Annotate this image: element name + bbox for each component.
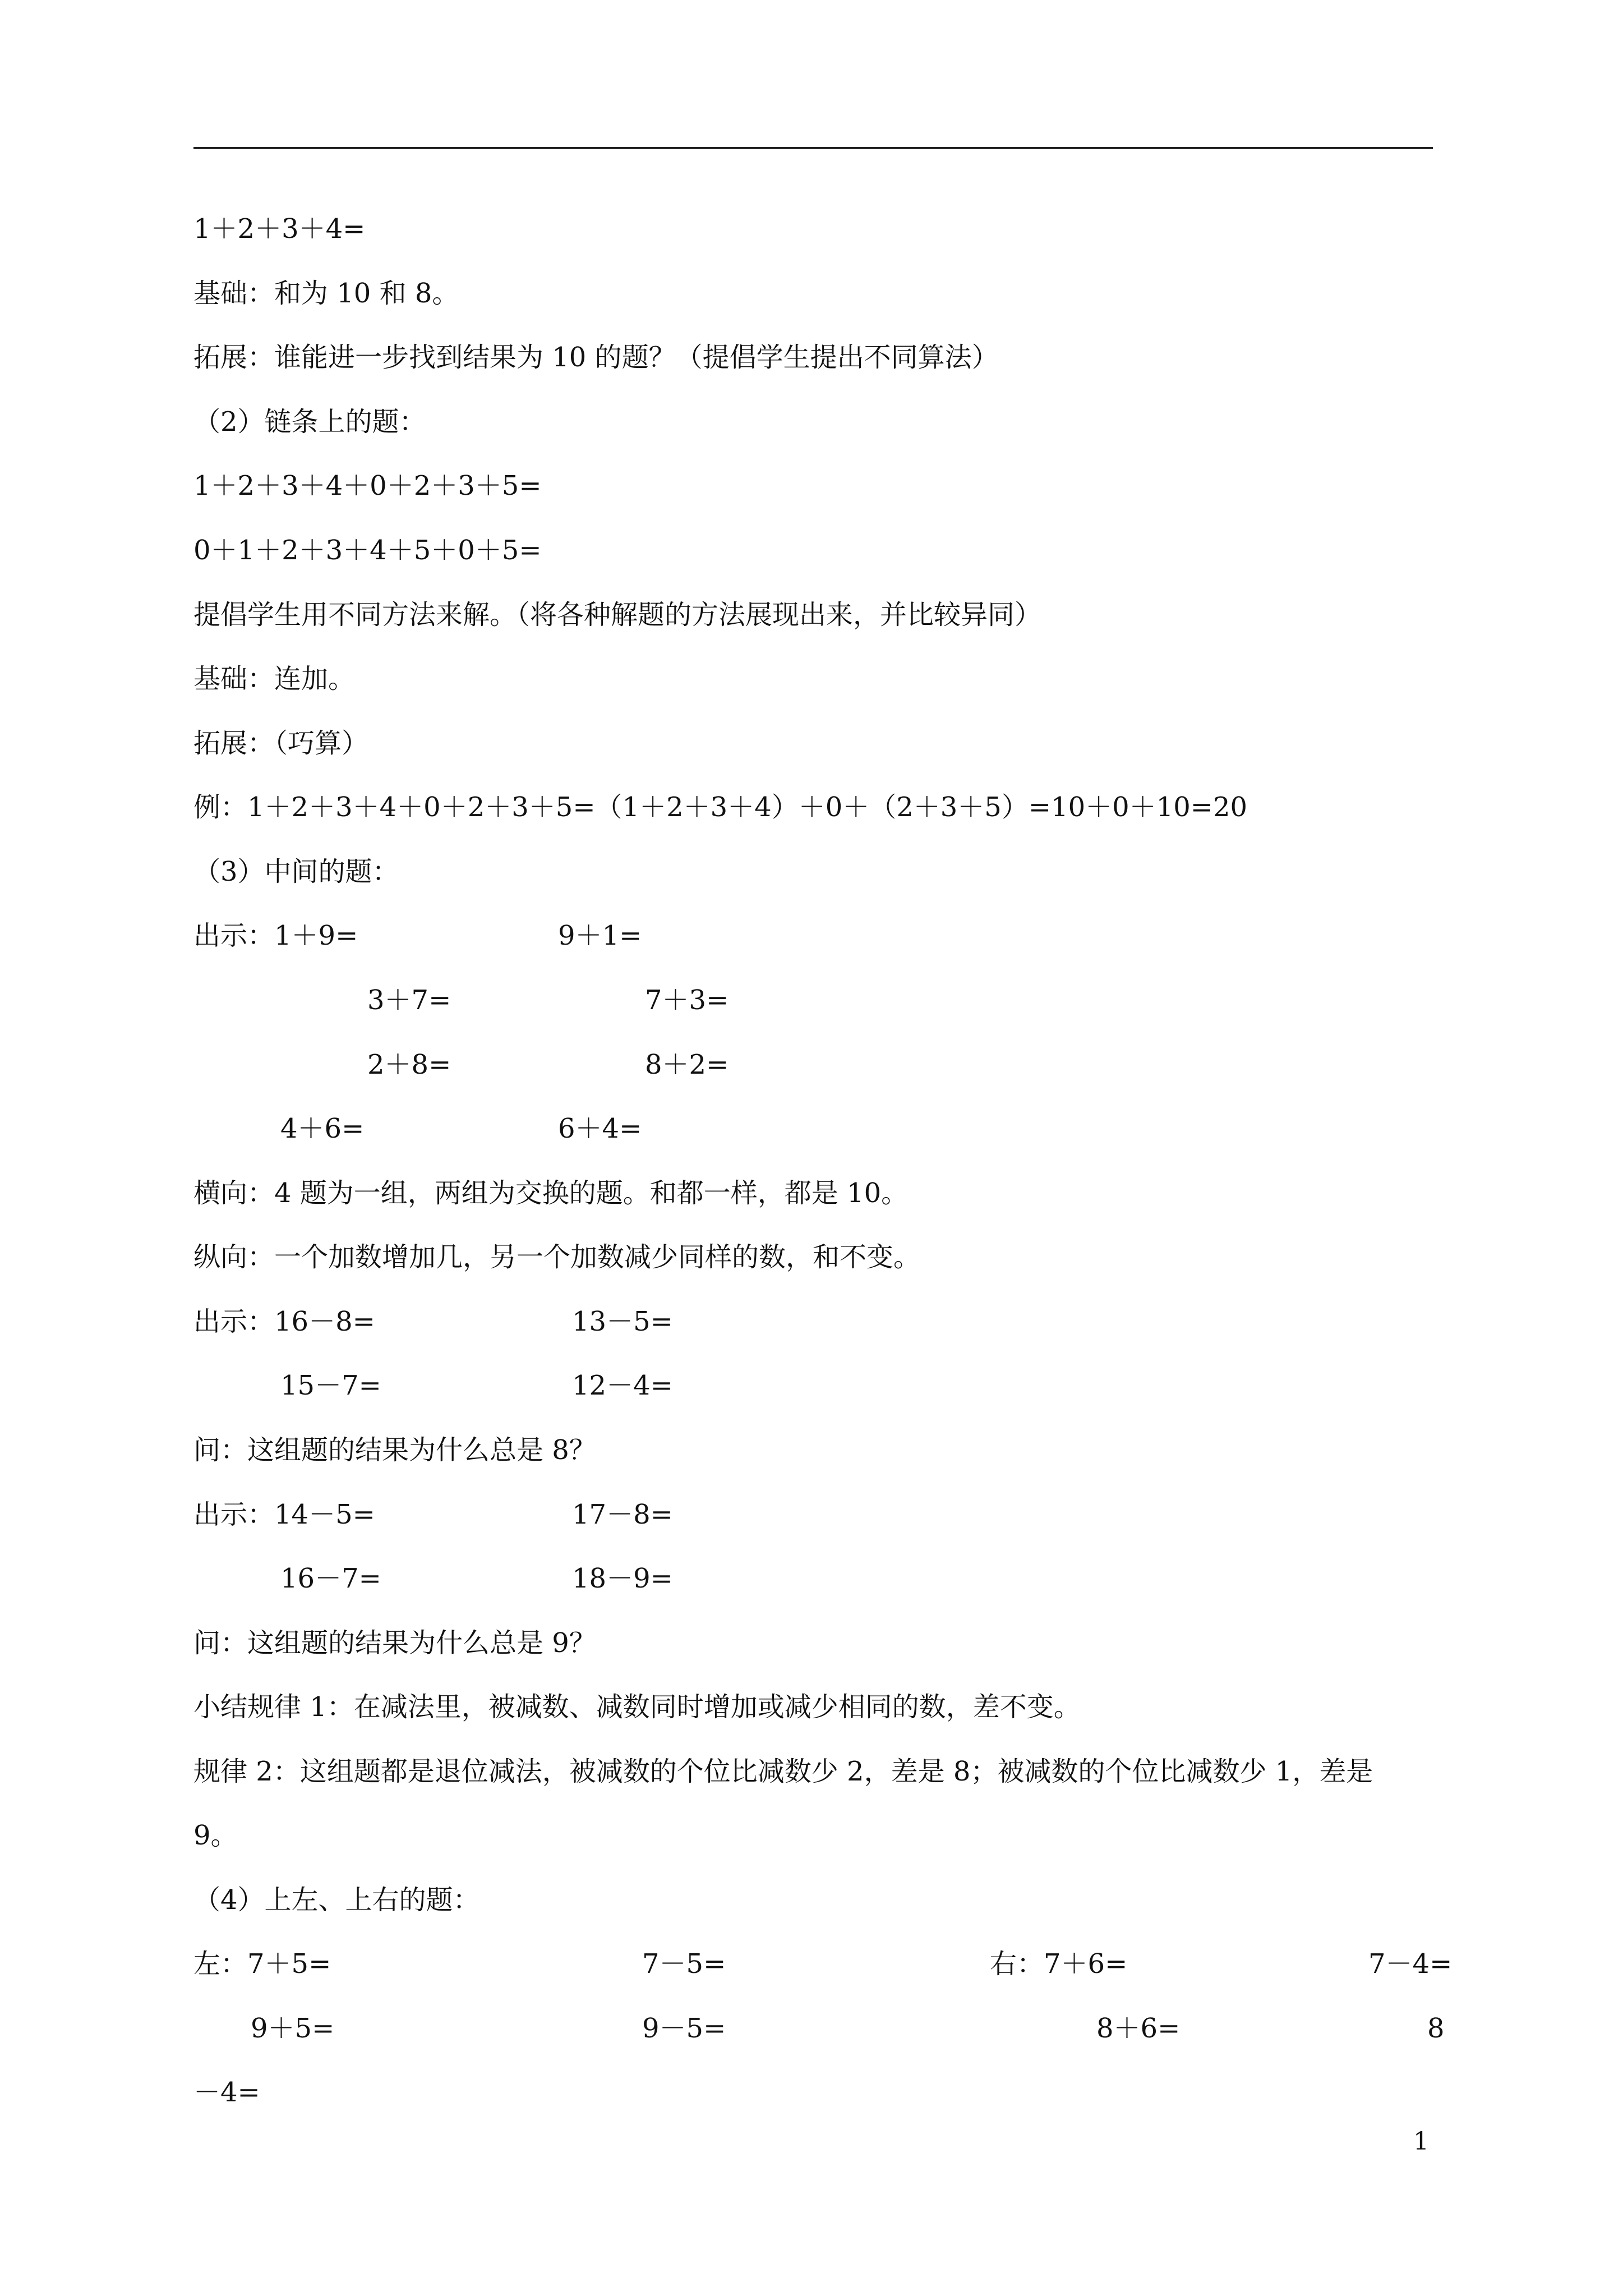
page-number: 1 [1413,2127,1429,2156]
text-line: 纵向：一个加数增加几，另一个加数减少同样的数，和不变。 [193,1241,921,1273]
equation: 9－5= [642,2013,726,2044]
equation: 出示：14－5= [193,1499,375,1530]
text-line: 1＋2＋3＋4＋0＋2＋3＋5= [193,470,542,501]
equation: －4= [193,2077,260,2108]
equation: 17－8= [572,1499,673,1530]
text-line: 问：这组题的结果为什么总是 9？ [193,1627,596,1659]
equation: 9＋1= [558,920,642,951]
text-line: 0＋1＋2＋3＋4＋5＋0＋5= [193,535,542,566]
text-line: 小结规律 1：在减法里，被减数、减数同时增加或减少相同的数，差不变。 [193,1691,1081,1723]
section-heading: （3）中间的题： [193,856,399,887]
equation: 右：7＋6= [990,1948,1128,1980]
equation: 15－7= [280,1370,381,1401]
equation: 8 [1427,2013,1445,2044]
equation: 7－4= [1368,1948,1453,1980]
equation: 13－5= [572,1306,673,1337]
text-line: 提倡学生用不同方法来解。（将各种解题的方法展现出来，并比较异同） [193,599,1042,631]
text-line: 基础：连加。 [193,663,356,694]
equation: 左：7＋5= [193,1948,331,1980]
equation: 3＋7= [367,984,451,1016]
section-heading: （4）上左、上右的题： [193,1884,480,1916]
equation: 2＋8= [367,1049,451,1080]
equation: 7＋3= [645,984,729,1016]
text-line: 拓展：（巧算） [193,728,369,759]
text-line: 9。 [193,1820,238,1851]
text-line: 拓展：谁能进一步找到结果为 10 的题？（提倡学生提出不同算法） [193,342,999,373]
equation: 12－4= [572,1370,673,1401]
equation: 8＋2= [645,1049,729,1080]
header-rule [193,147,1433,149]
equation: 16－7= [280,1563,381,1594]
text-line: 1＋2＋3＋4= [193,213,366,245]
equation: 4＋6= [280,1113,365,1144]
equation: 7－5= [642,1948,726,1980]
equation: 6＋4= [558,1113,642,1144]
equation: 出示：16－8= [193,1306,375,1337]
text-line: 例：1＋2＋3＋4＋0＋2＋3＋5=（1＋2＋3＋4）＋0＋（2＋3＋5）=10＋0＋10=20 [193,792,1248,823]
text-line: 基础：和为 10 和 8。 [193,278,459,309]
text-line: 问：这组题的结果为什么总是 8？ [193,1434,596,1466]
section-heading: （2）链条上的题： [193,406,426,438]
equation: 9＋5= [251,2013,335,2044]
equation: 8＋6= [1096,2013,1181,2044]
equation: 18－9= [572,1563,673,1594]
text-line: 横向：4 题为一组，两组为交换的题。和都一样，都是 10。 [193,1177,909,1209]
equation: 出示：1＋9= [193,920,358,951]
text-line: 规律 2：这组题都是退位减法，被减数的个位比减数少 2，差是 8；被减数的个位比减数少 1，差是 [193,1756,1373,1787]
